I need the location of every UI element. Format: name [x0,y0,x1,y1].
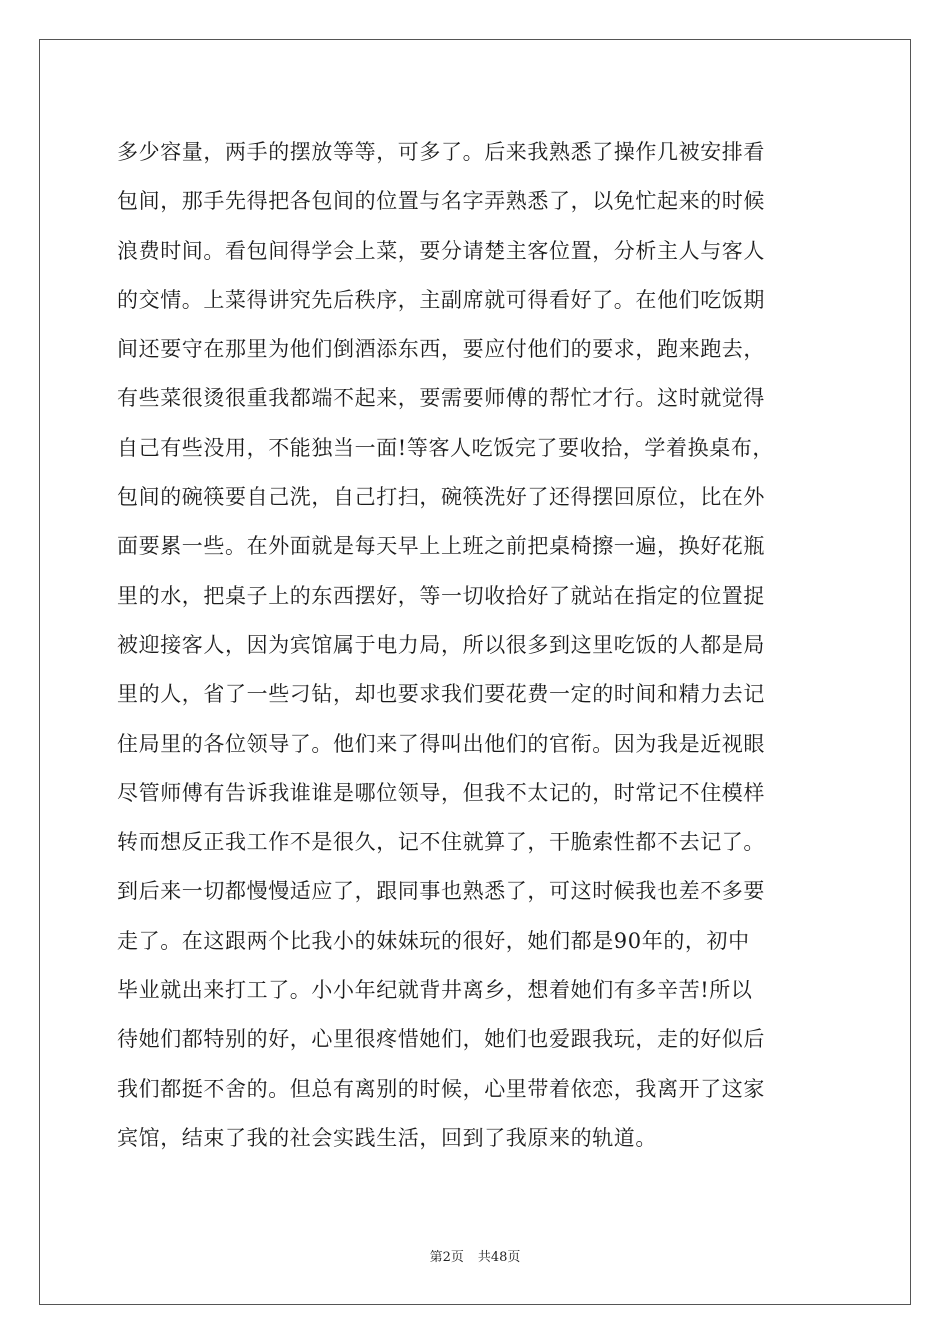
text-line: 尽管师傅有告诉我谁谁是哪位领导，但我不太记的，时常记不住模样 [117,780,765,805]
text-line: 被迎接客人，因为宾馆属于电力局，所以很多到这里吃饭的人都是局 [117,632,765,657]
text-line: 里的人，省了一些刁钻，却也要求我们要花费一定的时间和精力去记 [117,682,765,707]
text-line: 的交情。上菜得讲究先后秩序，主副席就可得看好了。在他们吃饭期 [117,287,765,312]
page-footer [0,1246,950,1265]
total-pages: 共48页 [477,1250,521,1265]
text-line: 自己有些没用，不能独当一面!等客人吃饭完了要收拾，学着换桌布， [117,435,775,460]
text-line: 待她们都特别的好，心里很疼惜她们，她们也爱跟我玩，走的好似后 [117,1027,765,1052]
text-line: 有些菜很烫很重我都端不起来，要需要师傅的帮忙才行。这时就觉得 [117,386,765,411]
text-line: 包间的碗筷要自己洗，自己打扫，碗筷洗好了还得摆回原位，比在外 [117,485,765,510]
text-line: 间还要守在那里为他们倒酒添东西，要应付他们的要求，跑来跑去， [117,337,765,362]
text-line: 我们都挺不舍的。但总有离别的时候，心里带着依恋，我离开了这家 [117,1076,765,1101]
text-line: 住局里的各位领导了。他们来了得叫出他们的官衔。因为我是近视眼 [117,731,765,756]
page-number: 第2页 [429,1250,464,1265]
text-line: 到后来一切都慢慢适应了，跟同事也熟悉了，可这时候我也差不多要 [117,879,765,904]
text-line: 里的水，把桌子上的东西摆好，等一切收拾好了就站在指定的位置捉 [117,583,765,608]
text-line: 面要累一些。在外面就是每天早上上班之前把桌椅擦一遍，换好花瓶 [117,534,765,559]
text-line: 包间，那手先得把各包间的位置与名字弄熟悉了，以免忙起来的时候 [117,189,765,214]
text-line: 浪费时间。看包间得学会上菜，要分请楚主客位置，分析主人与客人 [117,238,765,263]
text-line: 宾馆，结束了我的社会实践生活，回到了我原来的轨道。 [117,1125,657,1150]
text-line: 转而想反正我工作不是很久，记不住就算了，干脆索性都不去记了。 [117,830,765,855]
text-line: 走了。在这跟两个比我小的妹妹玩的很好，她们都是90年的，初中 [117,928,750,953]
text-line: 多少容量，两手的摆放等等，可多了。后来我熟悉了操作几被安排看 [117,140,765,164]
text-line: 毕业就出来打工了。小小年纪就背井离乡，想着她们有多辛苦!所以 [117,978,753,1003]
document-body [117,128,857,1163]
